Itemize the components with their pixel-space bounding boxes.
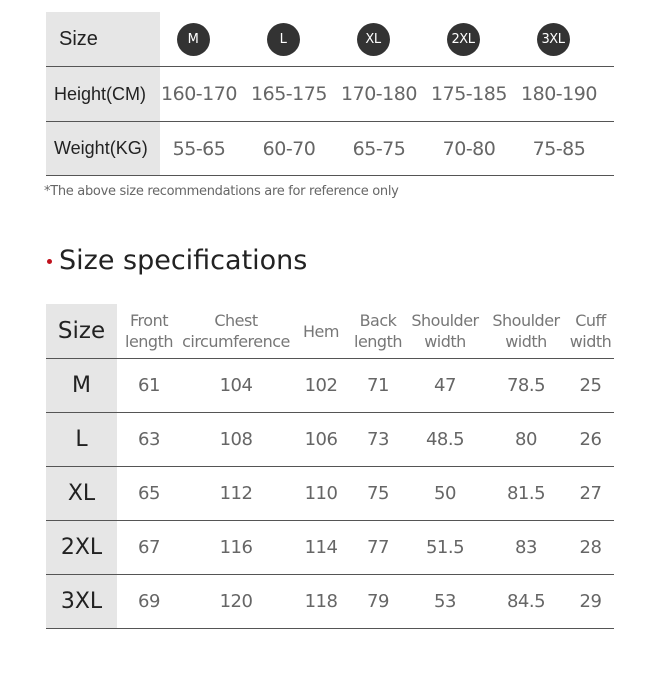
height-value: 160-170 [161, 83, 237, 105]
weight-value: 70-80 [442, 137, 496, 160]
table-cell: 110 [304, 483, 338, 504]
table-cell: 53 [434, 591, 456, 612]
height-row [46, 67, 614, 122]
table-cell: 81.5 [506, 483, 546, 504]
spec-col-front-length: Front length [125, 311, 173, 351]
table-cell: 106 [304, 429, 338, 450]
table-cell: 61 [138, 375, 160, 396]
table-cell: 78.5 [506, 375, 546, 396]
row-size-label: L [46, 413, 117, 466]
row-size-label: 2XL [46, 521, 117, 574]
spec-col-cuff-width: Cuff width [569, 311, 612, 351]
table-cell: 120 [219, 591, 253, 612]
table-cell: 67 [138, 537, 160, 558]
table-cell: 51.5 [425, 537, 465, 558]
table-cell: 77 [367, 537, 389, 558]
spec-col-size: Size [46, 304, 117, 358]
table-cell: 83 [515, 537, 537, 558]
size-header-label: Size [46, 12, 160, 66]
table-cell: 73 [367, 429, 389, 450]
size-badge-2xl: 2XL [447, 23, 480, 56]
spec-col-hem: Hem [303, 321, 339, 341]
spec-col-chest: Chest circumference [182, 311, 290, 351]
height-value: 175-185 [431, 83, 507, 105]
weight-label: Weight(KG) [46, 122, 160, 175]
table-cell: 48.5 [425, 429, 465, 450]
size-badge-l: L [267, 23, 300, 56]
size-badge-3xl: 3XL [537, 23, 570, 56]
table-cell: 118 [304, 591, 338, 612]
table-cell: 116 [219, 537, 253, 558]
size-specifications-table [46, 304, 614, 629]
table-cell: 79 [367, 591, 389, 612]
weight-row [46, 122, 614, 176]
table-cell: 69 [138, 591, 160, 612]
height-value: 180-190 [521, 83, 597, 105]
table-cell: 29 [579, 591, 602, 612]
table-cell: 26 [579, 429, 602, 450]
table-cell: 50 [434, 483, 456, 504]
table-row [46, 413, 614, 467]
table-cell: 80 [515, 429, 537, 450]
weight-value: 55-65 [172, 137, 226, 160]
row-size-label: XL [46, 467, 117, 520]
reference-note: *The above size recommendations are for reference only [44, 184, 399, 199]
weight-value: 60-70 [262, 137, 316, 160]
table-cell: 65 [138, 483, 160, 504]
table-row [46, 359, 614, 413]
spec-col-shoulder-width-2: Shoulder width [492, 311, 560, 351]
bullet-dot-icon [47, 259, 52, 264]
size-badge-xl: XL [357, 23, 390, 56]
row-size-label: 3XL [46, 575, 117, 628]
weight-value: 65-75 [352, 137, 406, 160]
table-cell: 102 [304, 375, 338, 396]
table-cell: 27 [579, 483, 602, 504]
weight-value: 75-85 [532, 137, 586, 160]
spec-col-back-length: Back length [354, 311, 402, 351]
height-label: Height(CM) [46, 67, 160, 121]
table-cell: 108 [219, 429, 253, 450]
table-cell: 104 [219, 375, 253, 396]
row-size-label: M [46, 359, 117, 412]
size-badge-m: M [177, 23, 210, 56]
height-value: 170-180 [341, 83, 417, 105]
size-recommendation-table [46, 12, 614, 176]
table-cell: 63 [138, 429, 160, 450]
table-cell: 47 [434, 375, 456, 396]
table-cell: 28 [579, 537, 602, 558]
section-title-text: Size specifications [59, 245, 308, 276]
table-cell: 114 [304, 537, 338, 558]
table-row [46, 467, 614, 521]
table-cell: 71 [367, 375, 389, 396]
height-value: 165-175 [251, 83, 327, 105]
table-cell: 75 [367, 483, 389, 504]
spec-col-shoulder-width: Shoulder width [411, 311, 479, 351]
table-row [46, 575, 614, 629]
table-cell: 25 [579, 375, 602, 396]
table-cell: 112 [219, 483, 253, 504]
section-title [47, 245, 307, 276]
table-row [46, 521, 614, 575]
size-header-row [46, 12, 614, 67]
table-cell: 84.5 [506, 591, 546, 612]
spec-header-row [46, 304, 614, 359]
